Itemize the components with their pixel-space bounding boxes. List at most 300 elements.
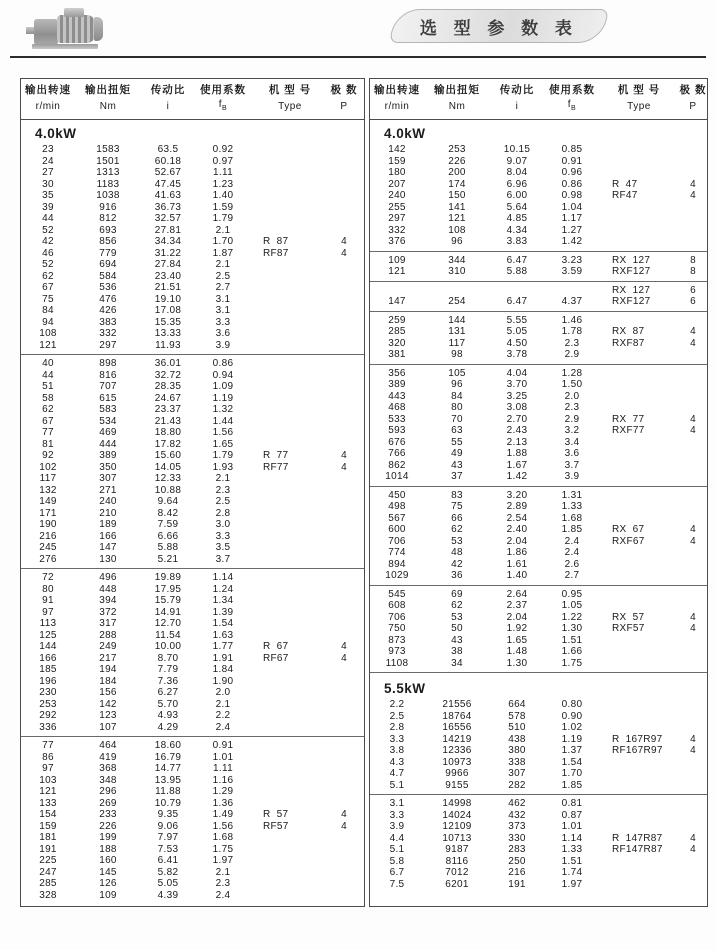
cell-type	[600, 856, 678, 868]
cell-torque: 254	[448, 296, 466, 307]
cell-ratio: 1.86	[506, 547, 528, 558]
cell-fb: 1.91	[212, 652, 234, 664]
block-separator	[21, 354, 364, 355]
cell-speed: 766	[388, 448, 406, 459]
cell-speed: 706	[388, 535, 406, 547]
cell-fb: 0.96	[561, 167, 583, 178]
table-row	[21, 473, 364, 485]
cell-type	[251, 542, 329, 554]
cell-poles	[329, 878, 359, 890]
cell-fb: 1.02	[561, 722, 583, 733]
block-separator	[370, 672, 707, 673]
block-separator	[370, 311, 707, 312]
cell-ratio	[490, 285, 544, 297]
cell-type: RXF77	[612, 425, 645, 436]
table-row	[370, 471, 707, 483]
cell-torque: 615	[99, 392, 117, 404]
cell-speed: 207	[388, 178, 406, 190]
table-row	[370, 255, 707, 267]
cell-type	[251, 340, 329, 352]
col-header-poles-unit: P	[340, 101, 348, 112]
cell-fb: 2.1	[215, 698, 231, 710]
cell-poles: 4	[690, 832, 696, 844]
table-row	[21, 618, 364, 630]
motor-body	[57, 15, 95, 43]
table-row	[21, 156, 364, 168]
cell-fb: 1.59	[212, 201, 234, 213]
cell-torque: 217	[99, 652, 117, 664]
cell-speed: 91	[42, 595, 54, 606]
table-row	[370, 536, 707, 548]
table-row	[21, 340, 364, 352]
cell-torque: 1183	[96, 178, 120, 190]
cell-ratio: 14.05	[154, 461, 182, 473]
table-row	[370, 236, 707, 248]
cell-poles	[329, 404, 359, 416]
cell-ratio: 1.42	[506, 471, 528, 482]
cell-type: RX 77	[612, 413, 645, 425]
table-row	[370, 547, 707, 559]
table-row	[21, 641, 364, 653]
col-header-fb-cn: 使用系数	[200, 84, 246, 96]
cell-type	[251, 190, 329, 202]
cell-ratio: 283	[508, 844, 526, 855]
cell-type	[600, 490, 678, 502]
cell-type	[251, 595, 329, 607]
cell-poles	[678, 768, 708, 780]
cell-speed: 94	[42, 316, 54, 328]
cell-fb: 1.11	[213, 167, 233, 178]
cell-speed: 97	[42, 606, 54, 618]
table-row	[21, 710, 364, 722]
cell-poles	[678, 699, 708, 711]
cell-ratio: 36.01	[154, 358, 182, 369]
cell-speed: 147	[388, 296, 406, 307]
cell-fb: 1.68	[561, 512, 583, 524]
table-row	[370, 856, 707, 868]
cell-ratio: 52.67	[154, 167, 182, 178]
cell-ratio: 7.97	[157, 832, 179, 843]
cell-torque: 62	[451, 600, 463, 611]
cell-torque: 174	[448, 178, 466, 190]
cell-speed: 247	[39, 866, 57, 878]
cell-torque: 14219	[442, 733, 472, 745]
cell-ratio: 18.60	[154, 740, 182, 751]
cell-ratio: 2.54	[506, 512, 528, 524]
cell-type	[600, 646, 678, 658]
table-row	[370, 460, 707, 472]
cell-type	[251, 844, 329, 856]
cell-fb: 2.3	[215, 484, 231, 496]
cell-ratio: 12.70	[154, 618, 182, 629]
cell-torque: 75	[451, 501, 463, 512]
table-row	[21, 878, 364, 890]
table-row	[370, 734, 707, 746]
cell-poles	[329, 630, 359, 642]
cell-poles	[329, 798, 359, 810]
cell-speed: 92	[42, 450, 54, 461]
table-row	[370, 524, 707, 536]
cell-ratio: 28.35	[154, 381, 182, 392]
cell-ratio: 2.43	[506, 425, 528, 436]
cell-ratio: 47.45	[154, 178, 182, 190]
col-header-type-cn: 机 型 号	[617, 84, 661, 96]
cell-type	[251, 317, 329, 329]
cell-poles	[329, 370, 359, 382]
cell-poles: 6	[690, 296, 696, 307]
cell-poles	[678, 349, 708, 361]
cell-fb: 0.94	[212, 369, 234, 381]
cell-poles: 4	[690, 425, 696, 436]
cell-fb: 0.90	[561, 710, 583, 722]
table-row	[370, 745, 707, 757]
cell-poles	[678, 460, 708, 472]
cell-type	[600, 589, 678, 601]
cell-type	[600, 315, 678, 327]
cell-type	[251, 664, 329, 676]
cell-speed: 255	[388, 201, 406, 213]
cell-ratio: 6.47	[506, 254, 528, 266]
table-row	[370, 833, 707, 845]
cell-speed: 593	[388, 425, 406, 436]
cell-torque: 394	[99, 595, 117, 606]
cell-speed: 144	[39, 641, 57, 652]
cell-ratio: 15.60	[154, 450, 182, 461]
cell-torque: 694	[99, 259, 117, 270]
cell-poles	[329, 213, 359, 225]
cell-ratio: 2.04	[506, 611, 528, 623]
cell-poles	[329, 572, 359, 584]
cell-speed: 533	[388, 413, 406, 425]
cell-ratio: 21.43	[154, 415, 182, 427]
cell-torque: 141	[448, 201, 466, 213]
cell-torque: 55	[451, 436, 463, 448]
cell-ratio: 330	[508, 832, 526, 844]
cell-torque: 226	[99, 820, 117, 832]
cell-type: R 57	[263, 809, 289, 820]
table-row	[21, 202, 364, 214]
cell-torque: 166	[99, 530, 117, 542]
cell-fb: 2.8	[215, 507, 231, 519]
table-row	[21, 763, 364, 775]
table-row	[370, 156, 707, 168]
cell-fb: 1.46	[561, 314, 583, 326]
table-row	[370, 646, 707, 658]
cell-poles	[329, 775, 359, 787]
col-header-type-cn: 机 型 号	[268, 84, 312, 96]
table-row	[370, 213, 707, 225]
table-row	[21, 798, 364, 810]
block-separator	[370, 251, 707, 252]
table-row	[21, 832, 364, 844]
cell-torque: 108	[448, 224, 466, 236]
cell-type: RF67	[263, 652, 289, 664]
cell-poles	[678, 547, 708, 559]
cell-fb: 1.90	[212, 675, 234, 687]
cell-torque: 297	[99, 339, 117, 351]
cell-torque: 249	[99, 641, 117, 652]
cell-poles	[678, 635, 708, 647]
table-body-left	[21, 120, 364, 901]
cell-poles	[678, 513, 708, 525]
cell-fb: 1.85	[561, 524, 583, 535]
cell-speed: 23	[42, 144, 54, 155]
table-row	[21, 416, 364, 428]
cell-type	[251, 496, 329, 508]
cell-ratio: 6.66	[157, 530, 179, 542]
cell-torque: 156	[99, 687, 117, 698]
cell-ratio: 6.96	[506, 178, 528, 190]
cell-ratio: 10.88	[154, 484, 182, 496]
table-row	[21, 722, 364, 734]
table-row	[21, 393, 364, 405]
table-row	[21, 664, 364, 676]
cell-torque: 43	[451, 634, 463, 646]
cell-ratio: 282	[508, 779, 526, 791]
cell-poles	[678, 156, 708, 168]
cell-speed: 77	[42, 427, 54, 438]
table-row	[21, 775, 364, 787]
cell-type	[251, 618, 329, 630]
table-row	[370, 391, 707, 403]
cell-poles	[329, 554, 359, 566]
table-header	[21, 79, 364, 120]
table-row	[370, 402, 707, 414]
cell-torque: 126	[99, 878, 117, 889]
cell-fb: 1.97	[561, 878, 583, 890]
cell-torque: 1501	[96, 155, 120, 167]
cell-torque: 160	[99, 855, 117, 866]
cell-fb: 1.32	[212, 404, 234, 415]
cell-type: R 147R87	[612, 832, 663, 844]
cell-speed: 121	[39, 786, 57, 797]
cell-ratio: 510	[508, 722, 526, 733]
table-row	[370, 798, 707, 810]
cell-ratio: 2.64	[506, 588, 528, 600]
cell-torque: 109	[99, 889, 117, 901]
cell-type	[251, 416, 329, 428]
cell-ratio: 2.70	[506, 413, 528, 425]
cell-poles	[678, 448, 708, 460]
cell-fb: 1.65	[212, 438, 234, 450]
table-row	[370, 368, 707, 380]
cell-poles	[329, 687, 359, 699]
cell-ratio: 1.40	[506, 570, 528, 581]
col-header-torque-unit: Nm	[99, 101, 117, 112]
col-header-type-unit: Type	[278, 101, 302, 112]
cell-type	[251, 393, 329, 405]
cell-fb: 2.4	[564, 547, 580, 558]
cell-ratio: 216	[508, 867, 526, 878]
title-banner	[390, 9, 609, 43]
cell-type	[251, 485, 329, 497]
cell-speed: 44	[42, 369, 54, 381]
cell-poles	[329, 531, 359, 543]
cell-fb: 1.34	[212, 595, 234, 606]
selection-table-right	[369, 78, 708, 907]
table-row	[370, 699, 707, 711]
cell-torque: 464	[99, 740, 117, 751]
cell-speed: 44	[42, 213, 54, 224]
cell-fb: 1.50	[561, 379, 583, 390]
gearmotor-photo	[24, 5, 108, 51]
col-header-speed-unit: r/min	[35, 101, 61, 112]
cell-type	[600, 368, 678, 380]
table-row	[370, 190, 707, 202]
table-row	[21, 595, 364, 607]
cell-fb: 1.14	[212, 572, 234, 583]
cell-ratio: 17.95	[154, 583, 182, 595]
cell-poles	[329, 890, 359, 902]
cell-ratio: 27.81	[154, 224, 182, 236]
cell-ratio: 7.36	[157, 675, 179, 687]
cell-type	[600, 658, 678, 670]
cell-torque: 583	[99, 404, 117, 415]
cell-speed: 125	[39, 629, 57, 641]
cell-ratio: 5.82	[157, 866, 179, 878]
header-rule	[10, 56, 706, 58]
cell-speed: 3.9	[389, 821, 405, 832]
cell-speed: 450	[388, 489, 406, 501]
cell-fb: 0.97	[212, 155, 234, 167]
table-row	[370, 338, 707, 350]
col-header-ratio-cn: 传动比	[150, 84, 186, 96]
cell-fb: 1.77	[212, 641, 234, 652]
cell-fb: 2.2	[215, 710, 231, 721]
table-row	[21, 305, 364, 317]
col-header-torque-cn: 输出扭矩	[85, 84, 131, 96]
cell-type: RX 57	[612, 611, 645, 623]
cell-type	[600, 349, 678, 361]
cell-type: RF87	[263, 247, 289, 259]
table-row	[370, 867, 707, 879]
table-row	[21, 328, 364, 340]
block-separator	[21, 568, 364, 569]
cell-fb: 1.54	[561, 756, 583, 768]
cell-ratio: 2.37	[506, 600, 528, 611]
table-row	[370, 658, 707, 670]
cell-type	[251, 427, 329, 439]
cell-torque: 117	[448, 337, 466, 349]
cell-torque: 48	[451, 547, 463, 558]
cell-poles	[678, 368, 708, 380]
cell-speed: 225	[39, 855, 57, 866]
cell-ratio: 4.29	[157, 721, 179, 733]
cell-poles: 4	[341, 236, 347, 247]
cell-fb: 2.1	[215, 866, 231, 878]
cell-torque: 448	[99, 583, 117, 595]
cell-poles	[678, 570, 708, 582]
cell-ratio: 1.65	[506, 634, 528, 646]
col-header-torque-unit: Nm	[448, 101, 466, 112]
cell-ratio: 2.13	[506, 436, 528, 448]
cell-poles: 4	[690, 413, 696, 425]
cell-torque: 121	[448, 213, 466, 224]
table-body-right	[370, 120, 707, 890]
cell-ratio: 5.88	[157, 542, 179, 553]
cell-speed: 253	[39, 698, 57, 710]
cell-fb: 1.93	[212, 461, 234, 473]
cell-torque: 210	[99, 507, 117, 519]
cell-poles	[678, 144, 708, 156]
cell-fb: 1.51	[561, 634, 583, 646]
cell-type	[251, 519, 329, 531]
cell-torque: 240	[99, 496, 117, 507]
cell-poles	[329, 664, 359, 676]
cell-speed: 328	[39, 889, 57, 901]
cell-fb: 1.29	[212, 786, 234, 797]
cell-ratio: 4.85	[506, 213, 528, 224]
cell-fb: 0.85	[561, 144, 583, 155]
cell-fb: 2.9	[564, 349, 580, 360]
cell-torque: 69	[451, 588, 463, 600]
cell-ratio: 250	[508, 855, 526, 867]
cell-poles	[329, 305, 359, 317]
cell-torque: 310	[448, 266, 466, 277]
table-row	[21, 508, 364, 520]
table-row	[370, 425, 707, 437]
cell-torque: 200	[448, 167, 466, 178]
cell-speed: 190	[39, 519, 57, 530]
cell-speed: 285	[39, 878, 57, 889]
cell-torque: 307	[99, 473, 117, 484]
cell-torque: 332	[99, 328, 117, 339]
cell-type	[251, 305, 329, 317]
cell-fb	[544, 285, 600, 297]
cell-speed: 376	[388, 236, 406, 247]
cell-ratio: 307	[508, 768, 526, 779]
cell-fb: 1.39	[212, 606, 234, 618]
cell-speed: 113	[39, 618, 57, 629]
cell-type	[251, 439, 329, 451]
table-row	[21, 271, 364, 283]
cell-poles	[329, 607, 359, 619]
cell-poles	[678, 798, 708, 810]
block-separator	[370, 486, 707, 487]
table-row	[21, 867, 364, 879]
cell-speed: 600	[388, 524, 406, 535]
cell-speed: 52	[42, 224, 54, 236]
cell-fb: 1.33	[561, 844, 583, 855]
cell-torque: 80	[451, 402, 463, 413]
cell-type	[600, 460, 678, 472]
cell-torque: 38	[451, 646, 463, 657]
cell-poles	[329, 328, 359, 340]
table-row	[21, 213, 364, 225]
cell-fb: 1.42	[561, 236, 583, 247]
cell-ratio: 24.67	[154, 392, 182, 404]
cell-ratio: 3.70	[506, 379, 528, 390]
cell-ratio: 13.95	[154, 774, 182, 786]
cell-torque: 856	[99, 236, 117, 247]
cell-type	[600, 391, 678, 403]
cell-torque: 83	[451, 489, 463, 501]
cell-poles	[329, 832, 359, 844]
cell-ratio: 14.91	[154, 606, 182, 618]
cell-type	[600, 437, 678, 449]
cell-fb: 1.56	[212, 820, 234, 832]
block-separator	[370, 281, 707, 282]
cell-speed: 332	[388, 224, 406, 236]
cell-type: RX 67	[612, 524, 645, 535]
cell-fb: 1.79	[212, 213, 234, 224]
cell-fb: 3.5	[215, 542, 231, 553]
cell-type	[251, 282, 329, 294]
cell-fb: 1.54	[212, 618, 234, 629]
table-row	[21, 404, 364, 416]
cell-type	[251, 890, 329, 902]
cell-type: RF167R97	[612, 745, 663, 756]
